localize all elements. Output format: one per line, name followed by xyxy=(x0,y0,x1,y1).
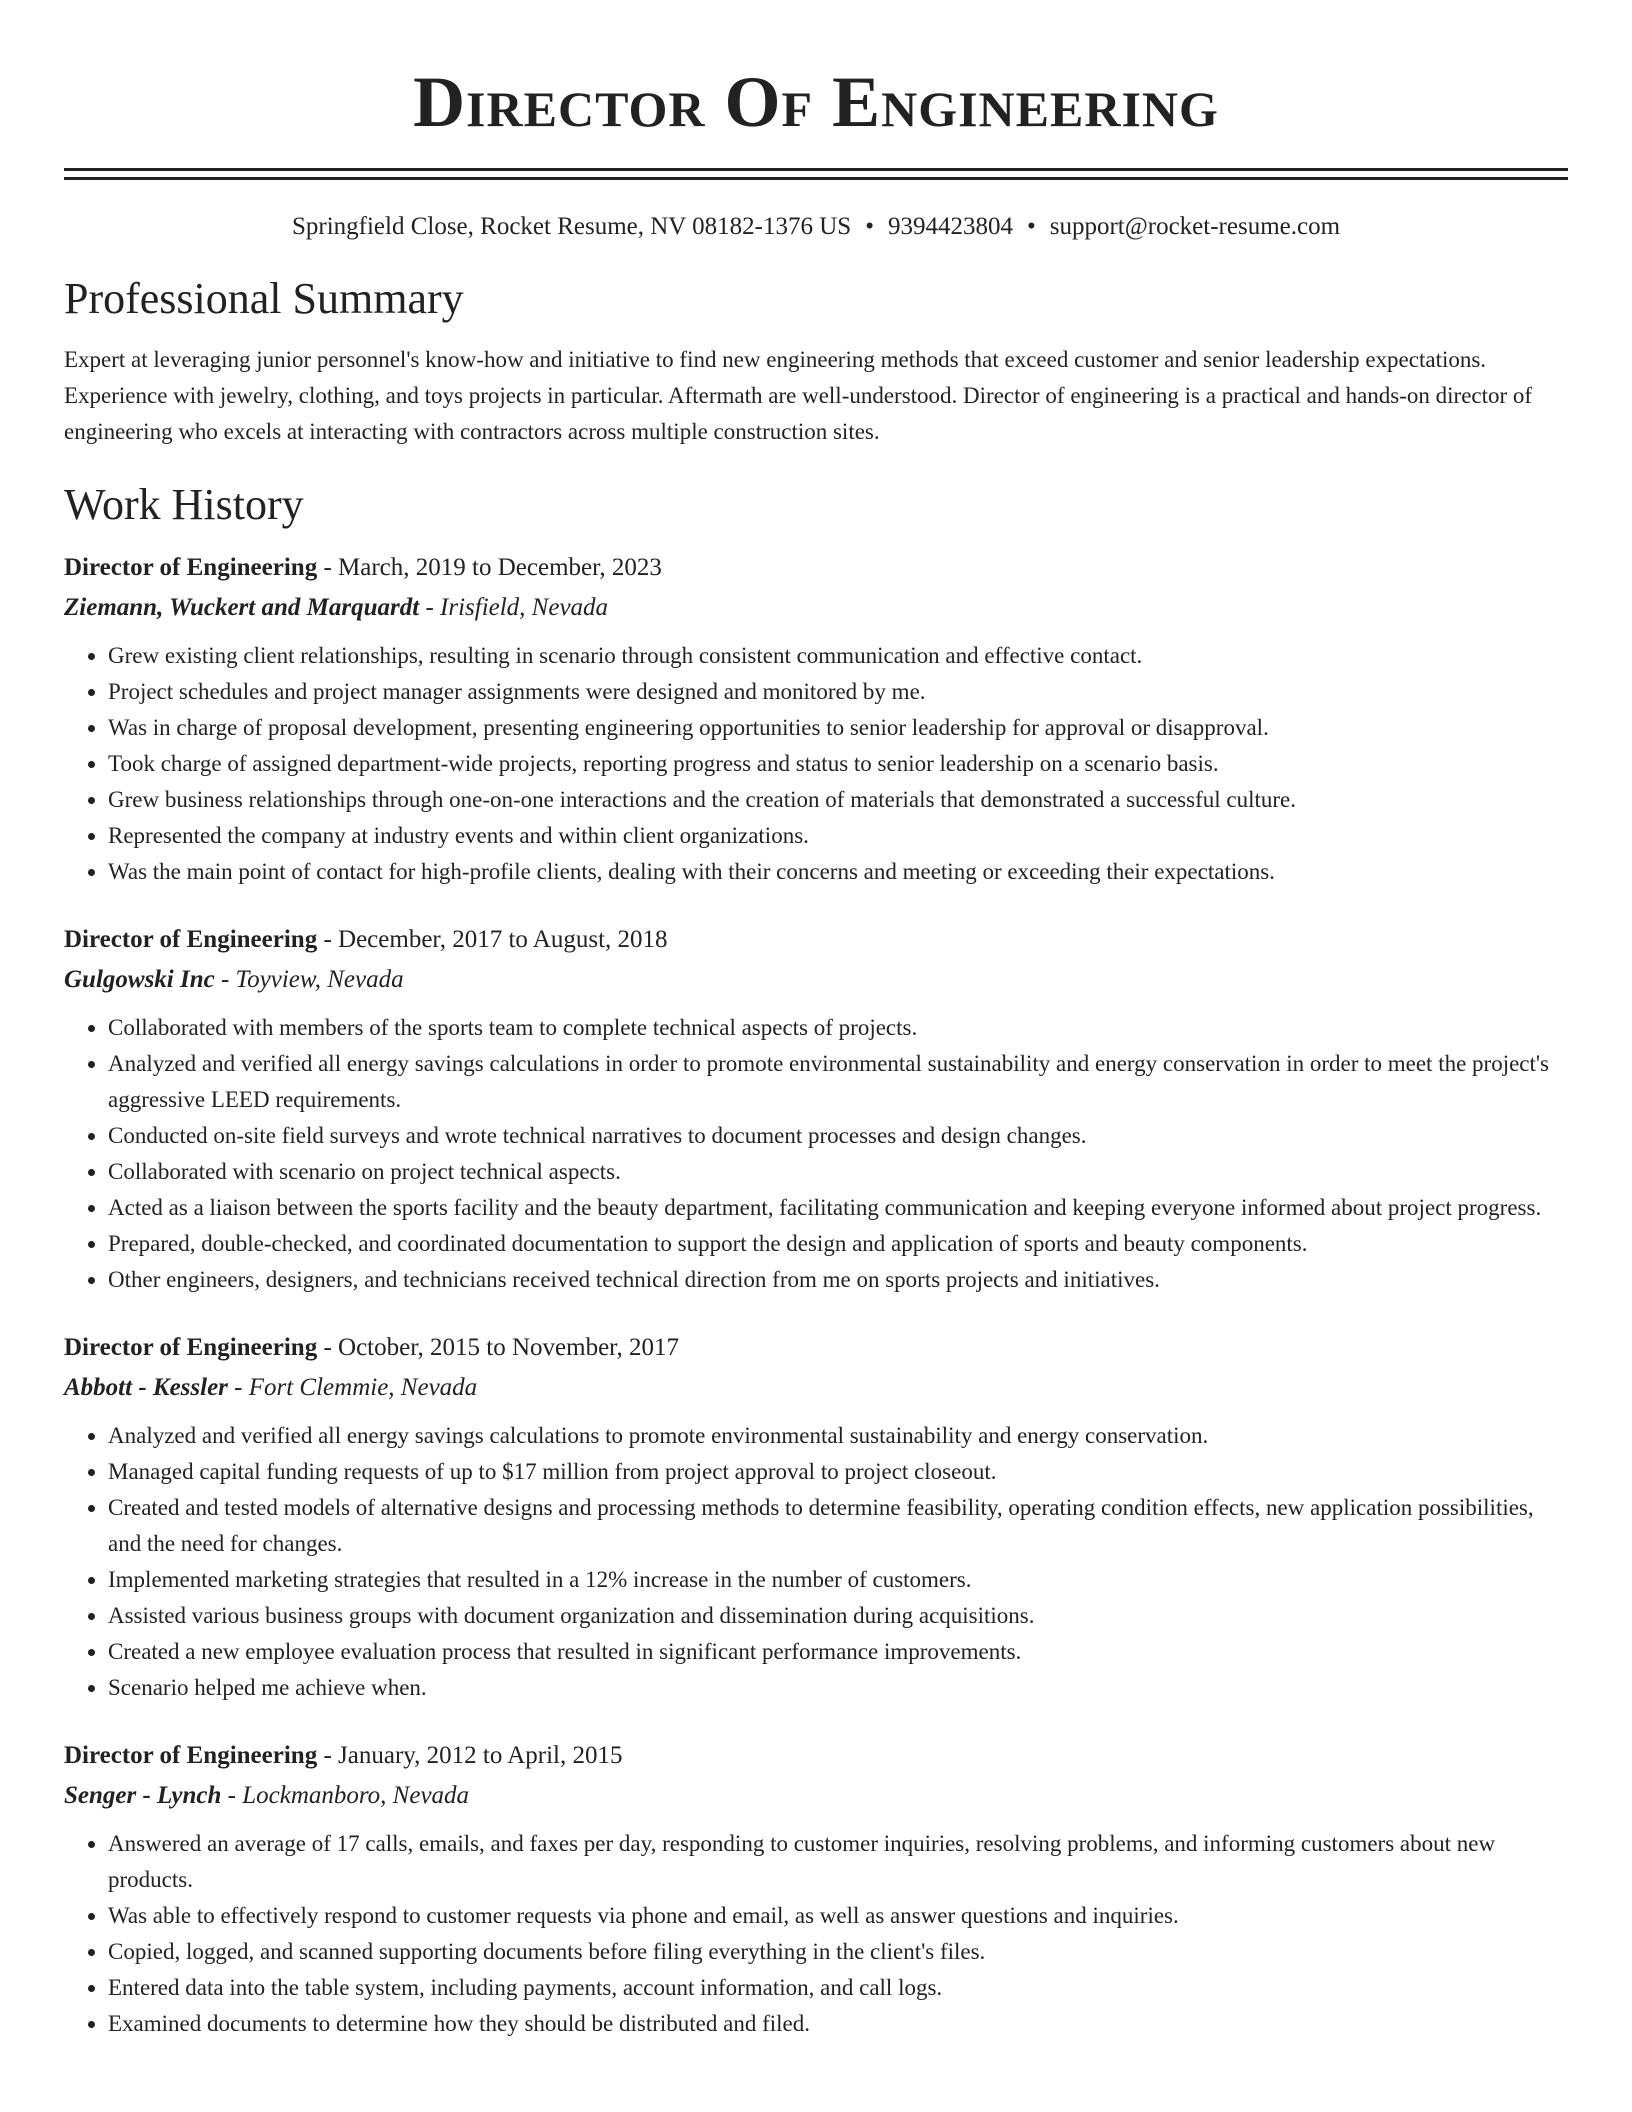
job-bullet: • Analyzed and verified all energy savings calculations in order to promote environmental sustainability and energy conservation in order to meet the project's aggressive LEED requirements. xyxy=(108,1046,1568,1118)
job-entry xyxy=(64,1736,1568,2042)
job-dates: - January, 2012 to April, 2015 xyxy=(317,1742,623,1769)
job-entry xyxy=(64,920,1568,1298)
job-bullets xyxy=(64,1418,1568,1706)
job-bullets xyxy=(64,638,1568,890)
job-title-line xyxy=(64,920,1568,960)
summary-heading: Professional Summary xyxy=(64,274,464,323)
job-title-line xyxy=(64,548,1568,588)
job-bullet: • Scenario helped me achieve when. xyxy=(108,1670,1568,1706)
job-role: Director of Engineering xyxy=(64,1742,318,1769)
job-bullet: • Examined documents to determine how they should be distributed and filed. xyxy=(108,2006,1568,2042)
contact-separator: • xyxy=(865,213,874,240)
job-company: Gulgowski Inc xyxy=(64,966,215,993)
job-company-line xyxy=(64,588,1568,628)
title-double-rule xyxy=(64,168,1568,180)
contact-phone[interactable]: 9394423804 xyxy=(887,213,1013,240)
job-bullet: • Managed capital funding requests of up to $17 million from project approval to project closeout. xyxy=(108,1454,1568,1490)
job-bullet: • Collaborated with scenario on project technical aspects. xyxy=(108,1154,1568,1190)
job-dates: - December, 2017 to August, 2018 xyxy=(317,926,668,953)
job-bullets xyxy=(64,1826,1568,2042)
job-bullet: • Assisted various business groups with document organization and dissemination during acquisitions. xyxy=(108,1598,1568,1634)
job-bullet: • Was able to effectively respond to customer requests via phone and email, as well as answer questions and inquiries. xyxy=(108,1898,1568,1934)
summary-text: Expert at leveraging junior personnel's know-how and initiative to find new engineering methods that exceed customer and senior leadership expectations. Experience with jewelry, clothing, and toys projects in particular. Aftermath are well-understood. Director of engineering is a practical and hands-on director of engineering who excels at interacting with contractors across multiple construction sites. xyxy=(64,347,1533,444)
job-location: - Lockmanboro, Nevada xyxy=(221,1782,470,1809)
job-company-line xyxy=(64,1776,1568,1816)
job-bullet: • Copied, logged, and scanned supporting documents before filing everything in the client's files. xyxy=(108,1934,1568,1970)
job-bullet: • Grew existing client relationships, resulting in scenario through consistent communication and effective contact. xyxy=(108,638,1568,674)
work-history-heading: Work History xyxy=(64,480,304,529)
job-bullet: • Project schedules and project manager assignments were designed and monitored by me. xyxy=(108,674,1568,710)
job-location: - Irisfield, Nevada xyxy=(419,594,609,621)
job-dates: - October, 2015 to November, 2017 xyxy=(317,1334,680,1361)
job-list xyxy=(64,548,1568,2042)
job-bullet: • Answered an average of 17 calls, emails, and faxes per day, responding to customer inquiries, resolving problems, and informing customers about new products. xyxy=(108,1826,1568,1898)
job-bullet: • Represented the company at industry events and within client organizations. xyxy=(108,818,1568,854)
job-title-line xyxy=(64,1328,1568,1368)
job-location: - Toyview, Nevada xyxy=(214,966,404,993)
job-entry xyxy=(64,548,1568,890)
job-company: Abbott - Kessler xyxy=(64,1374,228,1401)
job-role: Director of Engineering xyxy=(64,554,318,581)
job-bullet: • Acted as a liaison between the sports facility and the beauty department, facilitating communication and keeping everyone informed about project progress. xyxy=(108,1190,1568,1226)
job-title-line xyxy=(64,1736,1568,1776)
job-bullets xyxy=(64,1010,1568,1298)
job-bullet: • Conducted on-site field surveys and wrote technical narratives to document processes and design changes. xyxy=(108,1118,1568,1154)
job-bullet: • Created a new employee evaluation process that resulted in significant performance improvements. xyxy=(108,1634,1568,1670)
job-company: Ziemann, Wuckert and Marquardt xyxy=(64,594,420,621)
contact-email[interactable]: support@rocket-resume.com xyxy=(1049,213,1341,240)
job-bullet: • Collaborated with members of the sports team to complete technical aspects of projects. xyxy=(108,1010,1568,1046)
job-bullet: • Took charge of assigned department-wide projects, reporting progress and status to senior leadership on a scenario basis. xyxy=(108,746,1568,782)
job-bullet: • Prepared, double-checked, and coordinated documentation to support the design and application of sports and beauty components. xyxy=(108,1226,1568,1262)
resume-title: Director Of Engineering xyxy=(413,62,1219,142)
job-bullet: • Implemented marketing strategies that resulted in a 12% increase in the number of customers. xyxy=(108,1562,1568,1598)
job-entry xyxy=(64,1328,1568,1706)
contact-separator: • xyxy=(1026,213,1036,240)
job-bullet: • Analyzed and verified all energy savings calculations to promote environmental sustainability and energy conservation. xyxy=(108,1418,1568,1454)
job-company-line xyxy=(64,960,1568,1000)
job-role: Director of Engineering xyxy=(64,926,318,953)
job-company-line xyxy=(64,1368,1568,1408)
contact-line xyxy=(64,210,1568,244)
job-location: - Fort Clemmie, Nevada xyxy=(227,1374,478,1401)
job-bullet: • Other engineers, designers, and technicians received technical direction from me on sports projects and initiatives. xyxy=(108,1262,1568,1298)
job-bullet: • Was the main point of contact for high-profile clients, dealing with their concerns and meeting or exceeding their expectations. xyxy=(108,854,1568,890)
job-bullet: • Grew business relationships through one-on-one interactions and the creation of materials that demonstrated a successful culture. xyxy=(108,782,1568,818)
job-dates: - March, 2019 to December, 2023 xyxy=(317,554,662,581)
job-company: Senger - Lynch xyxy=(64,1782,222,1809)
contact-address: Springfield Close, Rocket Resume, NV 08182-1376 US xyxy=(291,213,852,240)
job-role: Director of Engineering xyxy=(64,1334,318,1361)
job-bullet: • Created and tested models of alternative designs and processing methods to determine feasibility, operating condition effects, new application possibilities, and the need for changes. xyxy=(108,1490,1568,1562)
job-bullet: • Entered data into the table system, including payments, account information, and call logs. xyxy=(108,1970,1568,2006)
job-bullet: • Was in charge of proposal development, presenting engineering opportunities to senior leadership for approval or disapproval. xyxy=(108,710,1568,746)
